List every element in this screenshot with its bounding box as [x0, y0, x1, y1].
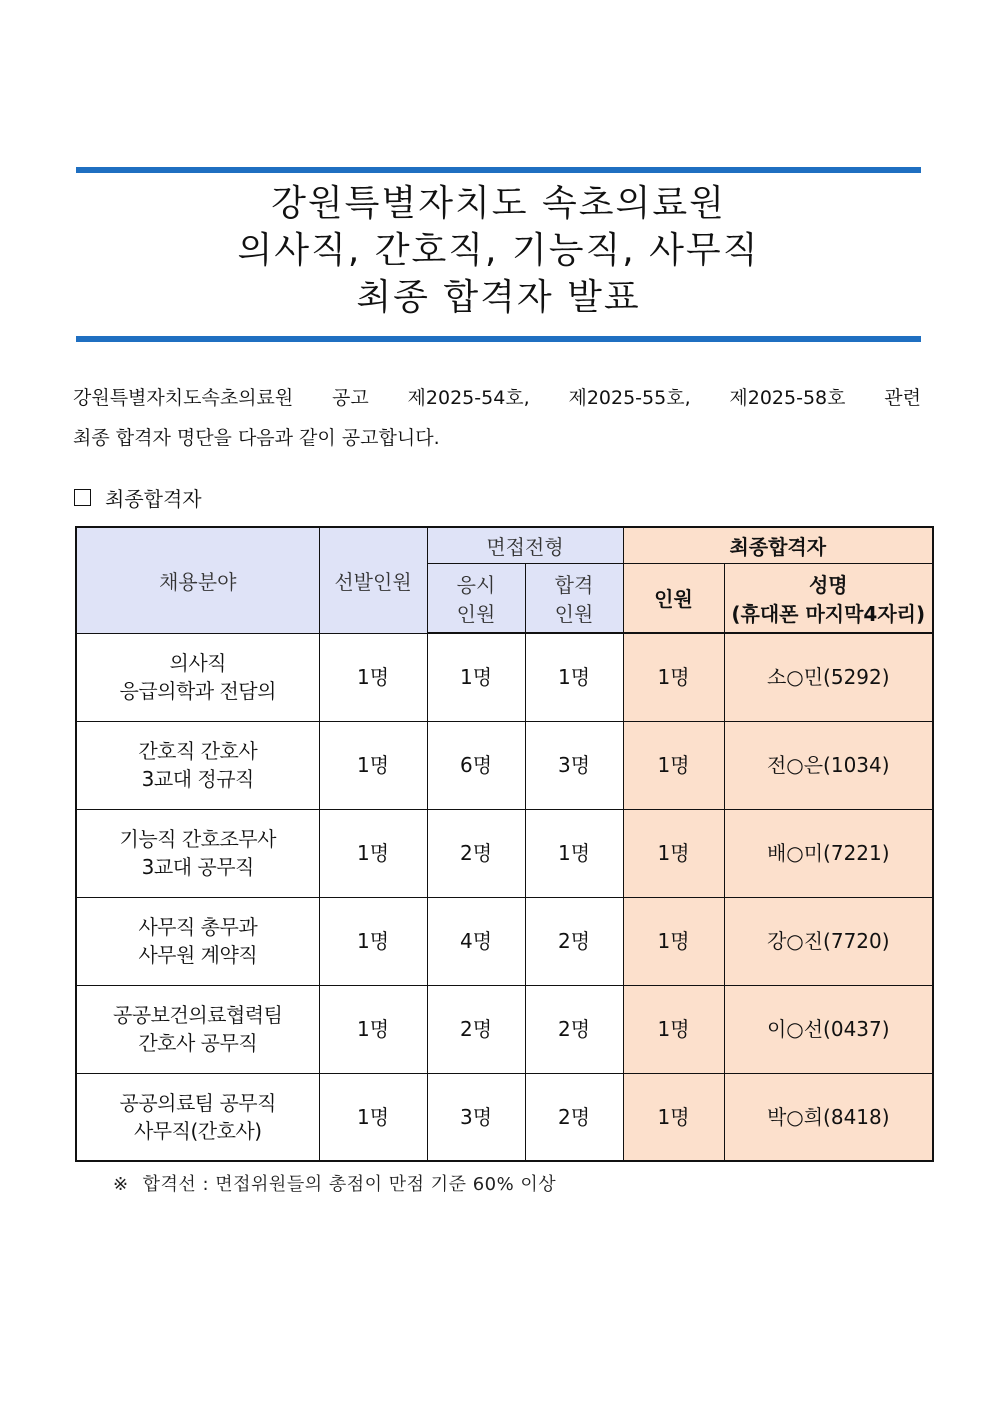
- title-line-1: 강원특별자치도 속초의료원: [271, 183, 726, 224]
- pass-criteria-note: [113, 1170, 570, 1196]
- section-title: 최종합격자: [105, 487, 202, 511]
- cell-selection: 1명: [319, 985, 427, 1073]
- cell-selection: 1명: [319, 721, 427, 809]
- cell-name: 전○은(1034): [724, 721, 933, 809]
- intro-paragraph: [73, 378, 921, 458]
- page-title: [76, 180, 921, 321]
- section-heading: [74, 483, 202, 512]
- reference-mark-icon: ※: [113, 1174, 129, 1195]
- cell-passed: 3명: [525, 721, 623, 809]
- cell-applicants: 3명: [427, 1073, 525, 1161]
- cell-passed: 1명: [525, 633, 623, 721]
- intro-line-2: 최종 합격자 명단을 다음과 같이 공고합니다.: [73, 427, 440, 449]
- cell-name: 이○선(0437): [724, 985, 933, 1073]
- header-passed: 합격 인원: [525, 563, 623, 633]
- cell-field: 사무직 총무과 사무원 계약직: [76, 897, 319, 985]
- cell-name: 배○미(7221): [724, 809, 933, 897]
- cell-selection: 1명: [319, 1073, 427, 1161]
- table-row: [76, 1073, 933, 1161]
- cell-final-count: 1명: [623, 633, 724, 721]
- cell-field: 공공보건의료협력팀 간호사 공무직: [76, 985, 319, 1073]
- cell-applicants: 2명: [427, 985, 525, 1073]
- header-interview: 면접전형: [427, 527, 623, 563]
- table-row: [76, 721, 933, 809]
- intro-line-1: 강원특별자치도속초의료원 공고 제2025-54호, 제2025-55호, 제2025-58호 관련: [73, 387, 921, 409]
- title-bottom-rule: [76, 336, 921, 342]
- title-line-2: 의사직, 간호직, 기능직, 사무직: [237, 230, 760, 271]
- cell-field: 간호직 간호사 3교대 정규직: [76, 721, 319, 809]
- cell-selection: 1명: [319, 633, 427, 721]
- cell-field: 의사직 응급의학과 전담의: [76, 633, 319, 721]
- cell-applicants: 2명: [427, 809, 525, 897]
- cell-field: 기능직 간호조무사 3교대 공무직: [76, 809, 319, 897]
- header-selection: 선발인원: [319, 527, 427, 633]
- cell-name: 박○희(8418): [724, 1073, 933, 1161]
- cell-passed: 2명: [525, 1073, 623, 1161]
- title-top-rule: [76, 167, 921, 173]
- table-row: [76, 633, 933, 721]
- cell-applicants: 4명: [427, 897, 525, 985]
- cell-final-count: 1명: [623, 721, 724, 809]
- table-header-row: [76, 527, 933, 563]
- header-applicants: 응시 인원: [427, 563, 525, 633]
- final-results-table: [75, 526, 934, 1162]
- header-final-count: 인원: [623, 563, 724, 633]
- square-bullet-icon: [74, 489, 91, 506]
- cell-final-count: 1명: [623, 1073, 724, 1161]
- cell-passed: 2명: [525, 985, 623, 1073]
- header-field: 채용분야: [76, 527, 319, 633]
- table-row: [76, 985, 933, 1073]
- cell-passed: 2명: [525, 897, 623, 985]
- cell-name: 강○진(7720): [724, 897, 933, 985]
- header-name: 성명 (휴대폰 마지막4자리): [724, 563, 933, 633]
- cell-name: 소○민(5292): [724, 633, 933, 721]
- cell-final-count: 1명: [623, 985, 724, 1073]
- cell-passed: 1명: [525, 809, 623, 897]
- table-row: [76, 809, 933, 897]
- note-text: 합격선 : 면접위원들의 총점이 만점 기준 60% 이상: [142, 1174, 557, 1195]
- table-row: [76, 897, 933, 985]
- title-line-3: 최종 합격자 발표: [356, 277, 641, 318]
- cell-selection: 1명: [319, 897, 427, 985]
- cell-applicants: 6명: [427, 721, 525, 809]
- cell-field: 공공의료팀 공무직 사무직(간호사): [76, 1073, 319, 1161]
- cell-final-count: 1명: [623, 809, 724, 897]
- cell-applicants: 1명: [427, 633, 525, 721]
- cell-selection: 1명: [319, 809, 427, 897]
- cell-final-count: 1명: [623, 897, 724, 985]
- header-final: 최종합격자: [623, 527, 933, 563]
